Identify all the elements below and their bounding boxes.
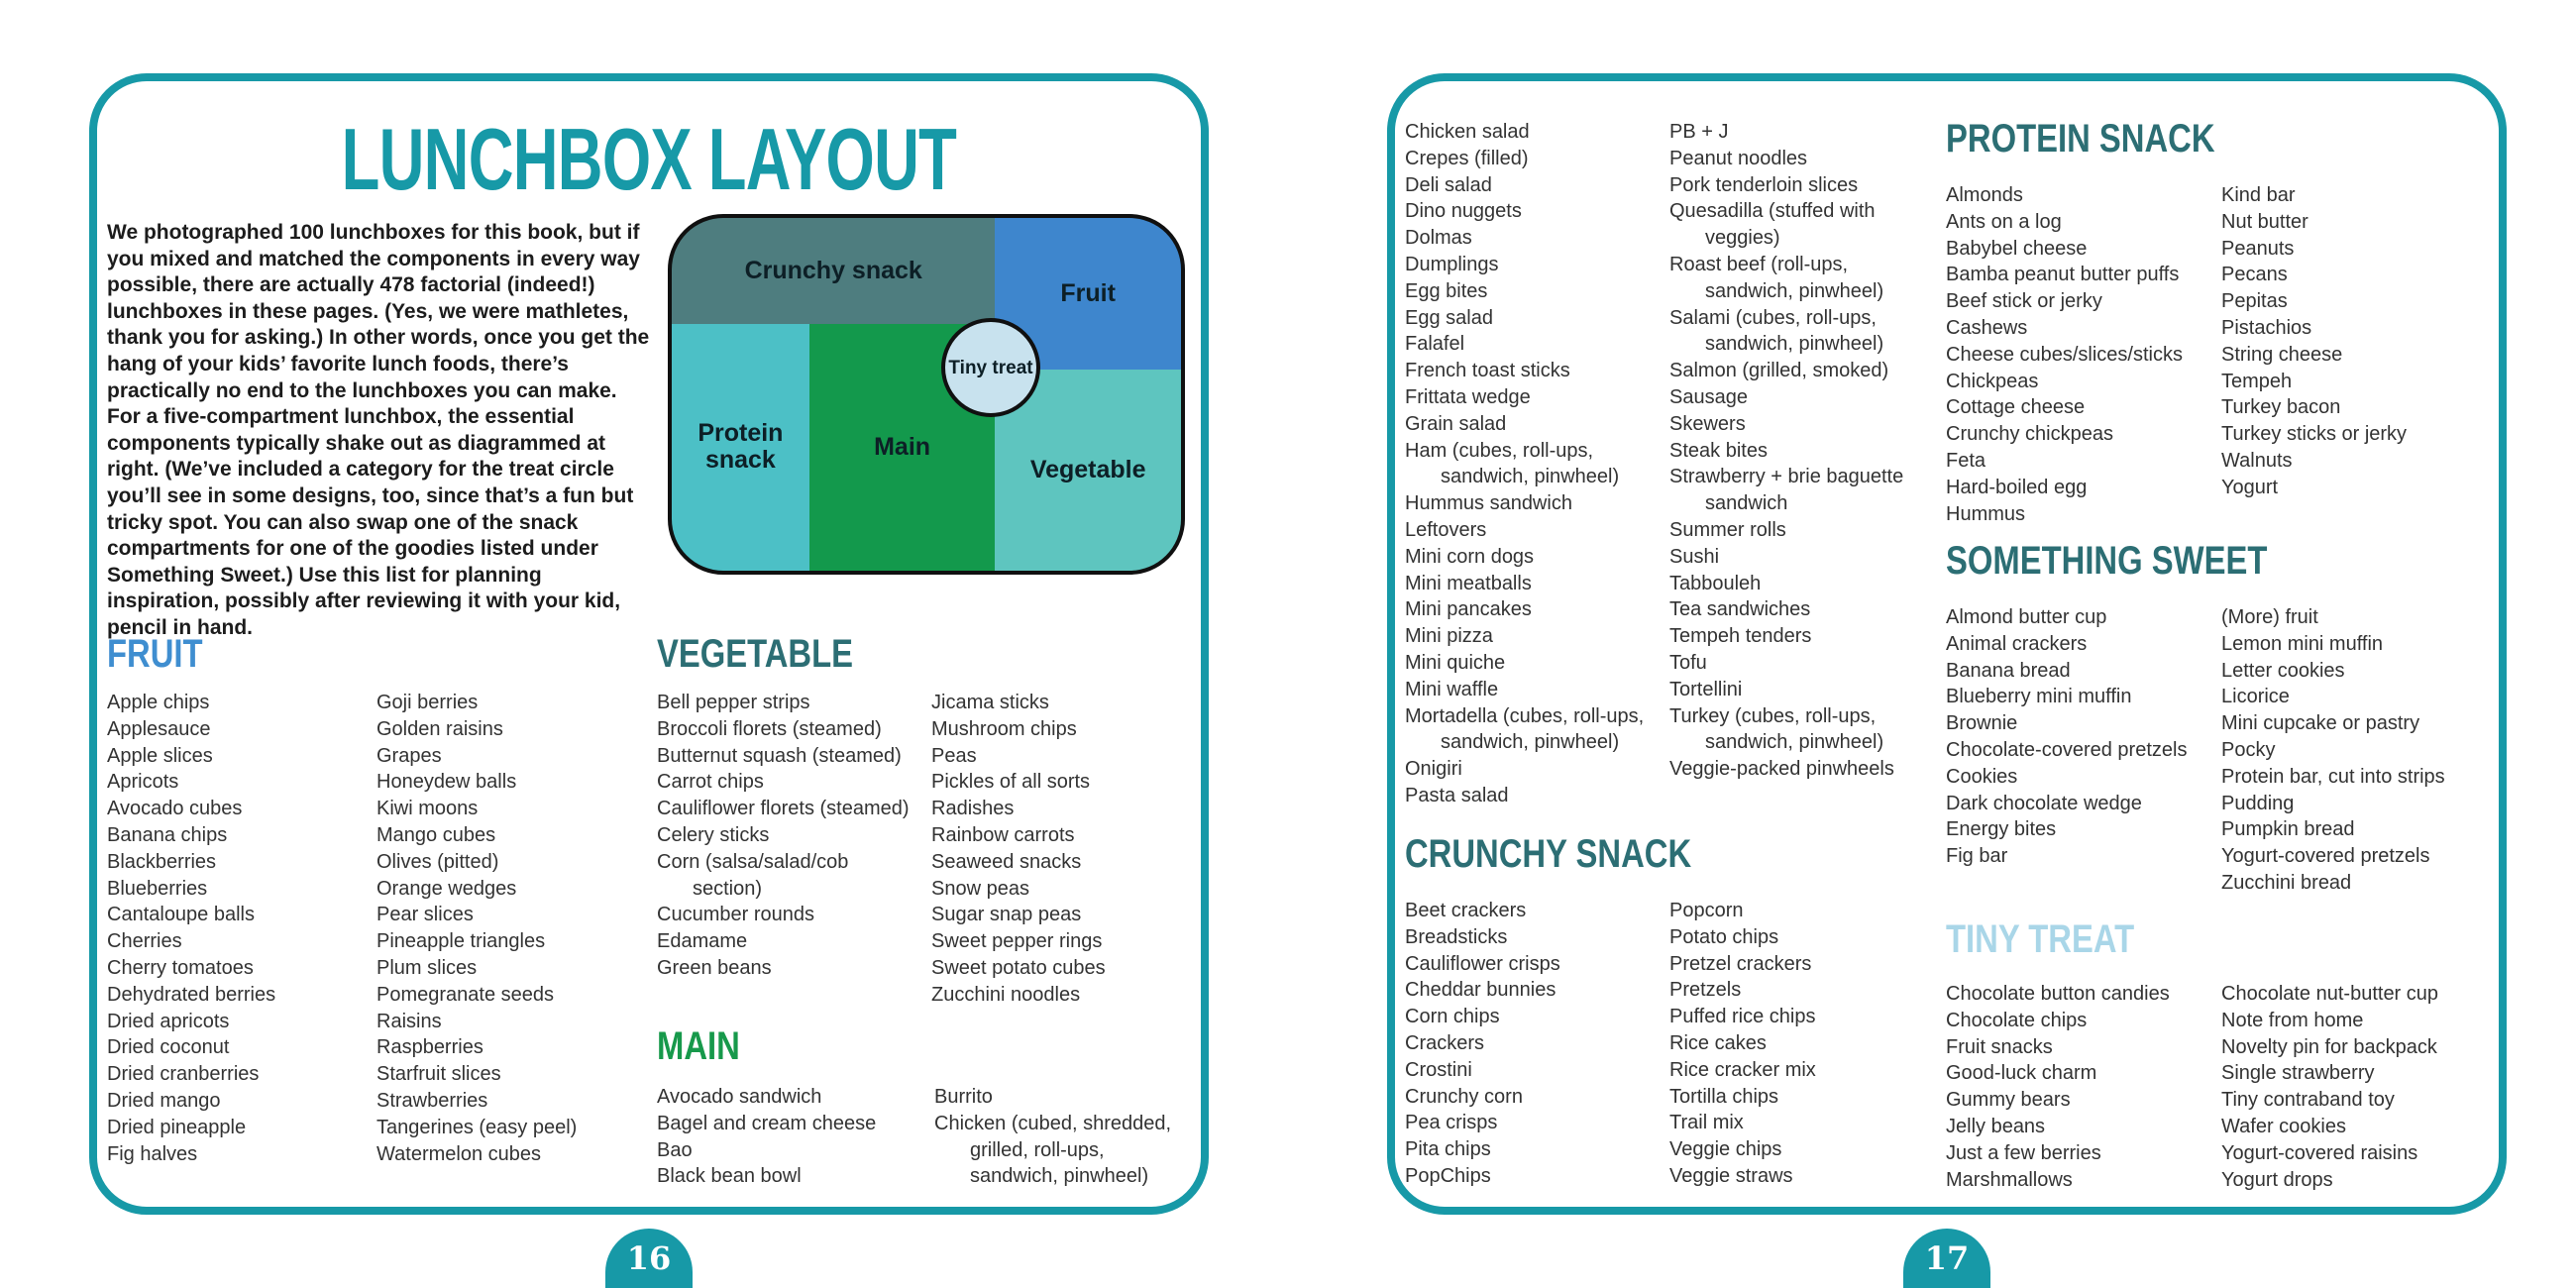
list-item: Cauliflower crisps bbox=[1405, 952, 1560, 975]
list-item: Veggie straws bbox=[1669, 1164, 1793, 1187]
crunchy-snack-col2 bbox=[1669, 898, 1929, 1190]
list-item: Plum slices bbox=[376, 956, 478, 979]
list-item: Raspberries bbox=[376, 1036, 483, 1059]
list-item: Ants on a log bbox=[1946, 210, 2062, 233]
list-item: Pomegranate seeds bbox=[376, 983, 555, 1006]
compartment-label: Vegetable bbox=[1029, 456, 1146, 484]
list-item: Carrot chips bbox=[657, 771, 764, 794]
list-item: Pasta salad bbox=[1405, 784, 1509, 806]
section-heading-vegetable bbox=[657, 632, 897, 677]
list-item: Sweet potato cubes bbox=[931, 956, 1106, 979]
compartment-label: Tiny treat bbox=[948, 357, 1033, 378]
list-item: Honeydew balls bbox=[376, 771, 517, 794]
list-item: (More) fruit bbox=[2221, 606, 2318, 628]
list-item: Celery sticks bbox=[657, 823, 770, 846]
list-item: Chicken (cubed, shredded, grilled, roll-ups, sandwich, pinwheel) bbox=[934, 1112, 1172, 1188]
list-item: Yogurt-covered pretzels bbox=[2221, 845, 2430, 868]
list-item: Tempeh tenders bbox=[1669, 625, 1812, 648]
list-item: French toast sticks bbox=[1405, 360, 1570, 382]
list-item: Quesadilla (stuffed with veggies) bbox=[1669, 200, 1876, 250]
list-item: Apricots bbox=[107, 771, 179, 794]
lunchbox-diagram bbox=[668, 214, 1185, 575]
list-item: Jicama sticks bbox=[931, 692, 1049, 713]
list-item: Salami (cubes, roll-ups, sandwich, pinwheel) bbox=[1669, 306, 1884, 356]
list-item: Fruit snacks bbox=[1946, 1035, 2053, 1058]
list-item: Rice cracker mix bbox=[1669, 1058, 1816, 1081]
section-heading-crunchy-snack bbox=[1405, 832, 1755, 877]
section-heading-text: CRUNCHY SNACK bbox=[1405, 832, 1692, 876]
list-item: Yogurt drops bbox=[2221, 1168, 2333, 1191]
list-item: Dark chocolate wedge bbox=[1946, 792, 2142, 814]
list-item: Animal crackers bbox=[1946, 632, 2088, 655]
list-item: Cookies bbox=[1946, 765, 2018, 788]
page-17 bbox=[1387, 73, 2507, 1215]
list-item: Raisins bbox=[376, 1010, 442, 1032]
list-item: Note from home bbox=[2221, 1009, 2364, 1031]
list-item: Corn (salsa/salad/cob section) bbox=[657, 850, 849, 900]
list-item: Kiwi moons bbox=[376, 798, 479, 820]
list-item: Mortadella (cubes, roll-ups, sandwich, pinwheel) bbox=[1405, 704, 1645, 754]
list-item: Protein bar, cut into strips bbox=[2221, 765, 2445, 788]
list-item: String cheese bbox=[2221, 343, 2343, 366]
list-item: Grain salad bbox=[1405, 412, 1507, 435]
main-list-col1 bbox=[657, 1084, 916, 1190]
list-item: Mini cupcake or pastry bbox=[2221, 712, 2420, 735]
list-item: Chocolate chips bbox=[1946, 1009, 2088, 1031]
list-item: Egg bites bbox=[1405, 279, 1488, 302]
list-item: Avocado sandwich bbox=[657, 1086, 822, 1108]
list-item: Seaweed snacks bbox=[931, 850, 1082, 873]
list-item: Cottage cheese bbox=[1946, 396, 2086, 419]
list-item: Pretzels bbox=[1669, 979, 1742, 1002]
list-item: Crunchy corn bbox=[1405, 1085, 1523, 1108]
main-list-col2 bbox=[934, 1084, 1185, 1190]
list-item: PopChips bbox=[1405, 1164, 1491, 1187]
list-item: PB + J bbox=[1669, 121, 1729, 143]
list-item: Pineapple triangles bbox=[376, 930, 546, 953]
list-item: Trail mix bbox=[1669, 1112, 1744, 1134]
list-item: Bagel and cream cheese bbox=[657, 1112, 877, 1134]
list-item: Grapes bbox=[376, 744, 442, 767]
list-item: Almonds bbox=[1946, 184, 2023, 206]
list-item: Tortilla chips bbox=[1669, 1085, 1779, 1108]
section-heading-text: FRUIT bbox=[107, 632, 203, 676]
tiny-treat-col1 bbox=[1946, 981, 2215, 1193]
list-item: Pumpkin bread bbox=[2221, 818, 2355, 841]
list-item: Tea sandwiches bbox=[1669, 598, 1811, 621]
list-item: Peanut noodles bbox=[1669, 147, 1808, 169]
list-item: Hummus bbox=[1946, 502, 2026, 525]
section-heading-text: PROTEIN SNACK bbox=[1946, 117, 2215, 161]
list-item: Brownie bbox=[1946, 712, 2018, 735]
list-item: Strawberry + brie baguette sandwich bbox=[1669, 466, 1904, 515]
section-heading-text: TINY TREAT bbox=[1946, 917, 2135, 961]
list-item: Mango cubes bbox=[376, 823, 496, 846]
section-heading-fruit bbox=[107, 632, 224, 677]
protein-snack-col2 bbox=[2221, 182, 2483, 501]
list-item: Dried mango bbox=[107, 1089, 221, 1112]
list-item: Onigiri bbox=[1405, 758, 1462, 781]
list-item: Summer rolls bbox=[1669, 518, 1786, 541]
tiny-treat-col2 bbox=[2221, 981, 2501, 1193]
list-item: Mini meatballs bbox=[1405, 572, 1532, 594]
section-heading-something-sweet bbox=[1946, 539, 2338, 584]
list-item: Puffed rice chips bbox=[1669, 1006, 1816, 1028]
list-item: Orange wedges bbox=[376, 877, 517, 900]
list-item: Frittata wedge bbox=[1405, 385, 1531, 408]
list-item: Strawberries bbox=[376, 1089, 488, 1112]
list-item: Black bean bowl bbox=[657, 1165, 802, 1188]
list-item: Tiny contraband toy bbox=[2221, 1089, 2395, 1112]
list-item: Marshmallows bbox=[1946, 1168, 2073, 1191]
list-item: Fig bar bbox=[1946, 845, 2008, 868]
list-item: Tempeh bbox=[2221, 370, 2293, 392]
list-item: Zucchini bread bbox=[2221, 871, 2352, 894]
list-item: Bell pepper strips bbox=[657, 692, 810, 713]
list-item: Falafel bbox=[1405, 333, 1465, 356]
list-item: Turkey (cubes, roll-ups, sandwich, pinwheel) bbox=[1669, 704, 1884, 754]
list-item: Leftovers bbox=[1405, 518, 1487, 541]
list-item: Pickles of all sorts bbox=[931, 771, 1091, 794]
list-item: Avocado cubes bbox=[107, 798, 243, 820]
list-item: Edamame bbox=[657, 930, 748, 953]
list-item: Veggie-packed pinwheels bbox=[1669, 758, 1894, 781]
page-number-badge-left bbox=[605, 1229, 693, 1288]
compartment-label: Main bbox=[874, 432, 931, 461]
list-item: Banana bread bbox=[1946, 659, 2071, 682]
list-item: Hummus sandwich bbox=[1405, 492, 1572, 515]
list-item: Sugar snap peas bbox=[931, 904, 1082, 926]
list-item: Rice cakes bbox=[1669, 1031, 1767, 1054]
list-item: Burrito bbox=[934, 1086, 993, 1108]
list-item: Butternut squash (steamed) bbox=[657, 744, 902, 767]
list-item: Hard-boiled egg bbox=[1946, 476, 2088, 498]
something-sweet-col1 bbox=[1946, 604, 2209, 870]
list-item: Bamba peanut butter puffs bbox=[1946, 264, 2180, 286]
list-item: Mini corn dogs bbox=[1405, 545, 1535, 568]
list-item: Lemon mini muffin bbox=[2221, 632, 2384, 655]
list-item: Crackers bbox=[1405, 1031, 1485, 1054]
list-item: Pudding bbox=[2221, 792, 2295, 814]
list-item: Nut butter bbox=[2221, 210, 2308, 233]
list-item: Sweet pepper rings bbox=[931, 930, 1103, 953]
main-continued-col1 bbox=[1405, 119, 1664, 809]
list-item: Cheddar bunnies bbox=[1405, 979, 1556, 1002]
list-item: Sausage bbox=[1669, 385, 1748, 408]
list-item: Goji berries bbox=[376, 692, 479, 713]
diagram-tiny-treat-circle bbox=[941, 318, 1040, 417]
list-item: Roast beef (roll-ups, sandwich, pinwheel) bbox=[1669, 253, 1884, 302]
list-item: Kind bar bbox=[2221, 184, 2296, 206]
page-number-badge-right bbox=[1903, 1229, 1990, 1288]
list-item: Broccoli florets (steamed) bbox=[657, 717, 882, 740]
diagram-compartment-crunchy-snack bbox=[672, 218, 999, 328]
list-item: Licorice bbox=[2221, 686, 2290, 708]
diagram-compartment-protein-snack bbox=[672, 324, 813, 571]
list-item: Tabbouleh bbox=[1669, 572, 1762, 594]
page-16 bbox=[89, 73, 1209, 1215]
list-item: Pita chips bbox=[1405, 1138, 1491, 1161]
list-item: Walnuts bbox=[2221, 449, 2293, 472]
list-item: Mini quiche bbox=[1405, 651, 1506, 674]
list-item: Beet crackers bbox=[1405, 900, 1527, 921]
list-item: Single strawberry bbox=[2221, 1062, 2375, 1085]
list-item: Gummy bears bbox=[1946, 1089, 2071, 1112]
list-item: Cashews bbox=[1946, 316, 2028, 339]
protein-snack-col1 bbox=[1946, 182, 2221, 527]
page-number: 17 bbox=[1924, 1239, 1970, 1277]
list-item: Mushroom chips bbox=[931, 717, 1077, 740]
list-item: Peas bbox=[931, 744, 977, 767]
list-item: Dino nuggets bbox=[1405, 200, 1522, 223]
list-item: Almond butter cup bbox=[1946, 606, 2107, 628]
list-item: Applesauce bbox=[107, 717, 211, 740]
vegetable-list-col1 bbox=[657, 690, 912, 982]
list-item: Ham (cubes, roll-ups, sandwich, pinwheel) bbox=[1405, 439, 1620, 488]
list-item: Chocolate-covered pretzels bbox=[1946, 738, 2188, 761]
list-item: Tangerines (easy peel) bbox=[376, 1116, 578, 1138]
fruit-list-col1 bbox=[107, 690, 367, 1167]
list-item: Babybel cheese bbox=[1946, 237, 2088, 260]
list-item: Golden raisins bbox=[376, 717, 503, 740]
list-item: Apple chips bbox=[107, 692, 210, 713]
list-item: Blueberry mini muffin bbox=[1946, 686, 2132, 708]
list-item: Starfruit slices bbox=[376, 1063, 501, 1086]
page-title bbox=[97, 109, 1201, 210]
list-item: Mini pancakes bbox=[1405, 598, 1532, 621]
list-item: Cheese cubes/slices/sticks bbox=[1946, 343, 2183, 366]
list-item: Sushi bbox=[1669, 545, 1720, 568]
list-item: Mini waffle bbox=[1405, 678, 1499, 700]
list-item: Blackberries bbox=[107, 850, 217, 873]
list-item: Steak bites bbox=[1669, 439, 1768, 462]
vegetable-list-col2 bbox=[931, 690, 1185, 1009]
list-item: Deli salad bbox=[1405, 173, 1492, 196]
list-item: Fig halves bbox=[107, 1142, 198, 1165]
page-title-text: LUNCHBOX LAYOUT bbox=[341, 110, 957, 208]
list-item: Crunchy chickpeas bbox=[1946, 423, 2113, 446]
list-item: Crepes (filled) bbox=[1405, 147, 1529, 169]
list-item: Dried coconut bbox=[107, 1036, 230, 1059]
list-item: Olives (pitted) bbox=[376, 850, 499, 873]
list-item: Breadsticks bbox=[1405, 925, 1508, 948]
list-item: Pretzel crackers bbox=[1669, 952, 1812, 975]
compartment-label: Crunchy snack bbox=[744, 256, 922, 284]
section-heading-protein-snack bbox=[1946, 117, 2274, 161]
list-item: Cauliflower florets (steamed) bbox=[657, 798, 910, 820]
list-item: Pear slices bbox=[376, 904, 474, 926]
compartment-label: Protein snack bbox=[698, 419, 784, 475]
list-item: Dried cranberries bbox=[107, 1063, 260, 1086]
list-item: Skewers bbox=[1669, 412, 1746, 435]
list-item: Chocolate button candies bbox=[1946, 983, 2170, 1005]
list-item: Popcorn bbox=[1669, 900, 1744, 921]
list-item: Good-luck charm bbox=[1946, 1062, 2097, 1085]
list-item: Cherry tomatoes bbox=[107, 956, 254, 979]
section-heading-text: VEGETABLE bbox=[657, 632, 854, 676]
list-item: Yogurt bbox=[2221, 476, 2279, 498]
list-item: Mini pizza bbox=[1405, 625, 1493, 648]
list-item: Dried pineapple bbox=[107, 1116, 247, 1138]
list-item: Radishes bbox=[931, 798, 1015, 820]
list-item: Pepitas bbox=[2221, 290, 2288, 313]
compartment-label: Fruit bbox=[1060, 279, 1116, 308]
list-item: Dried apricots bbox=[107, 1010, 230, 1032]
section-heading-text: MAIN bbox=[657, 1024, 740, 1068]
list-item: Pistachios bbox=[2221, 316, 2312, 339]
list-item: Tortellini bbox=[1669, 678, 1743, 700]
list-item: Cherries bbox=[107, 930, 182, 953]
list-item: Egg salad bbox=[1405, 306, 1493, 329]
list-item: Blueberries bbox=[107, 877, 208, 900]
list-item: Watermelon cubes bbox=[376, 1142, 541, 1165]
list-item: Bao bbox=[657, 1138, 693, 1161]
list-item: Dehydrated berries bbox=[107, 983, 276, 1006]
list-item: Turkey sticks or jerky bbox=[2221, 423, 2408, 446]
intro-paragraph: We photographed 100 lunchboxes for this book, but if you mixed and matched the components in every way possible, there are actually 478 factorial (indeed!) lunchboxes in these pages. (Yes, we were mathletes, thank you for asking.) In other words, once you get the hang of your kids’ favorite lunch foods, there’s practically no end to the lunchboxes you can make. For a five-compartment lunchbox, the essential components typically shake out as diagrammed at right. (We’ve included a category for the treat circle you’ll see in some designs, too, since that’s a fun but tricky spot. You can also swap one of the snack compartments for one of the goodies listed under Something Sweet.) Use this list for planning inspiration, possibly after reviewing it with your kid, pencil in hand. bbox=[107, 221, 650, 639]
list-item: Chickpeas bbox=[1946, 370, 2039, 392]
list-item: Feta bbox=[1946, 449, 1986, 472]
section-heading-main bbox=[657, 1024, 758, 1069]
list-item: Chocolate nut-butter cup bbox=[2221, 983, 2439, 1005]
list-item: Energy bites bbox=[1946, 818, 2057, 841]
list-item: Green beans bbox=[657, 956, 772, 979]
list-item: Banana chips bbox=[107, 823, 228, 846]
list-item: Just a few berries bbox=[1946, 1141, 2101, 1164]
list-item: Chicken salad bbox=[1405, 121, 1530, 143]
list-item: Tofu bbox=[1669, 651, 1707, 674]
list-item: Cucumber rounds bbox=[657, 904, 814, 926]
list-item: Zucchini noodles bbox=[931, 983, 1081, 1006]
list-item: Salmon (grilled, smoked) bbox=[1669, 360, 1889, 382]
list-item: Cantaloupe balls bbox=[107, 904, 255, 926]
list-item: Veggie chips bbox=[1669, 1138, 1782, 1161]
list-item: Potato chips bbox=[1669, 925, 1779, 948]
list-item: Rainbow carrots bbox=[931, 823, 1075, 846]
something-sweet-col2 bbox=[2221, 604, 2495, 897]
list-item: Pocky bbox=[2221, 738, 2276, 761]
list-item: Yogurt-covered raisins bbox=[2221, 1141, 2418, 1164]
main-continued-col2 bbox=[1669, 119, 1939, 783]
list-item: Novelty pin for backpack bbox=[2221, 1035, 2437, 1058]
crunchy-snack-col1 bbox=[1405, 898, 1661, 1190]
list-item: Dolmas bbox=[1405, 227, 1472, 250]
list-item: Corn chips bbox=[1405, 1006, 1500, 1028]
list-item: Apple slices bbox=[107, 744, 213, 767]
list-item: Beef stick or jerky bbox=[1946, 290, 2102, 313]
list-item: Pecans bbox=[2221, 264, 2288, 286]
page-number: 16 bbox=[626, 1239, 672, 1277]
list-item: Crostini bbox=[1405, 1058, 1472, 1081]
list-item: Wafer cookies bbox=[2221, 1115, 2346, 1137]
list-item: Pea crisps bbox=[1405, 1112, 1498, 1134]
list-item: Peanuts bbox=[2221, 237, 2295, 260]
section-heading-text: SOMETHING SWEET bbox=[1946, 539, 2268, 583]
list-item: Pork tenderloin slices bbox=[1669, 173, 1859, 196]
list-item: Letter cookies bbox=[2221, 659, 2345, 682]
section-heading-tiny-treat bbox=[1946, 917, 2176, 962]
list-item: Snow peas bbox=[931, 877, 1029, 900]
list-item: Jelly beans bbox=[1946, 1115, 2046, 1137]
list-item: Turkey bacon bbox=[2221, 396, 2341, 419]
list-item: Dumplings bbox=[1405, 253, 1499, 275]
fruit-list-col2 bbox=[376, 690, 640, 1167]
